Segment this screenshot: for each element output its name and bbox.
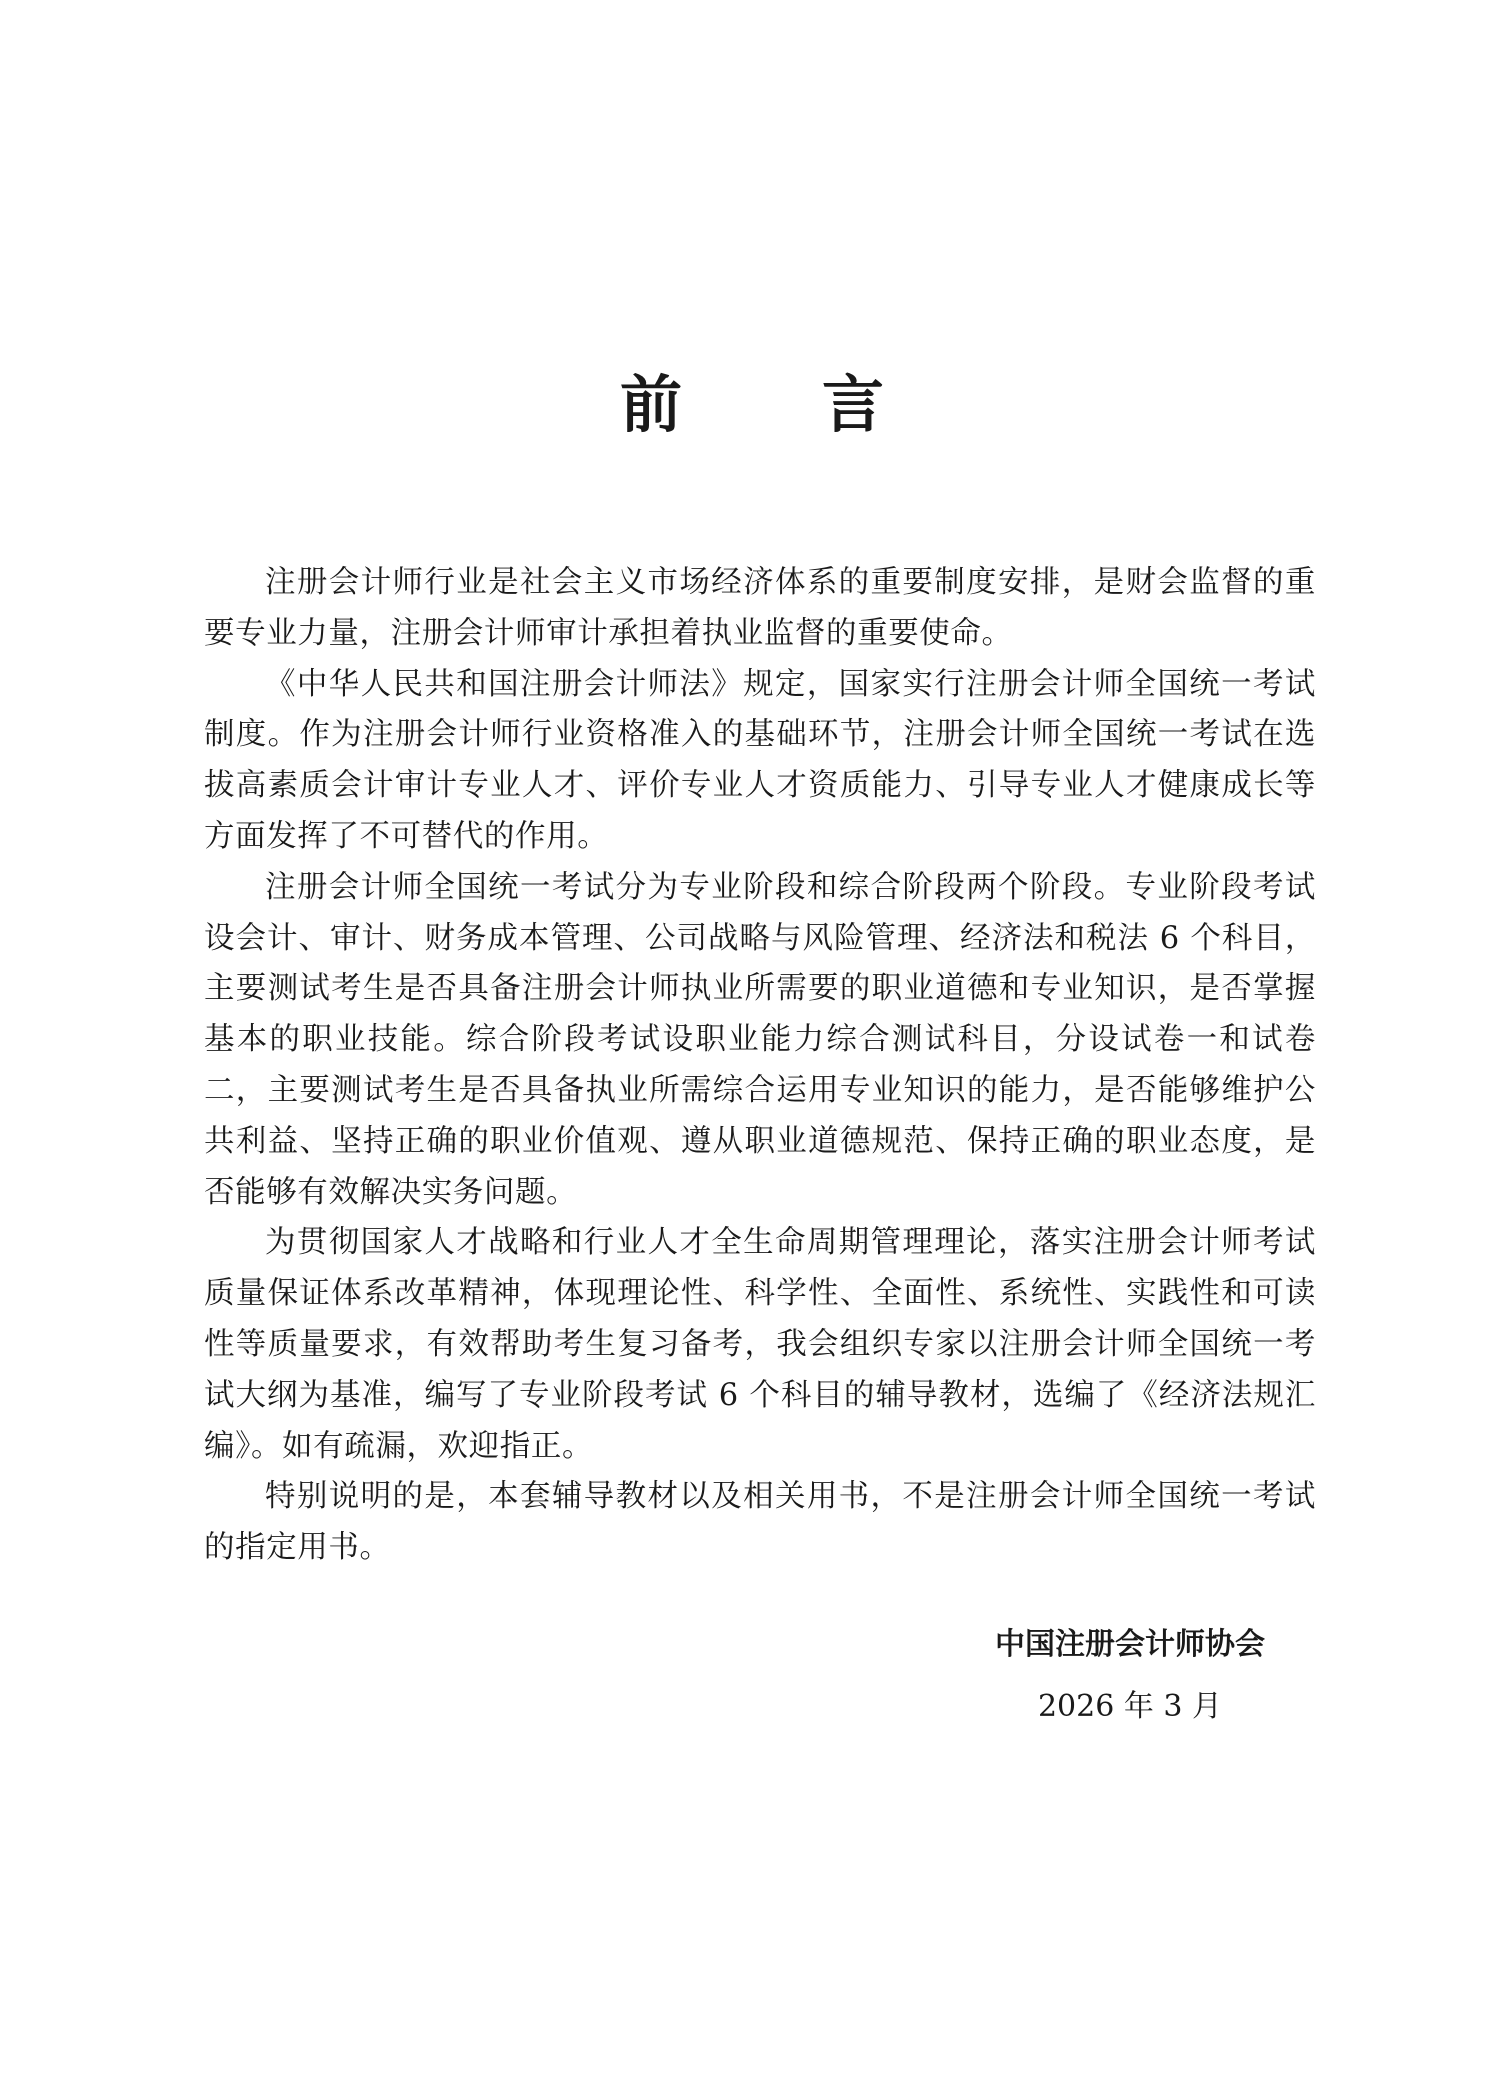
title-char-1: 前 bbox=[619, 368, 682, 441]
paragraph-5: 特别说明的是，本套辅导教材以及相关用书，不是注册会计师全国统一考试的指定用书。 bbox=[204, 1479, 1316, 1566]
page-title bbox=[0, 370, 1504, 440]
paragraph-4: 为贯彻国家人才战略和行业人才全生命周期管理理论，落实注册会计师考试质量保证体系改革精神，体现理论性、科学性、全面性、系统性、实践性和可读性等质量要求，有效帮助考生复习备考，我会组织专家以注册会计师全国统一考试大纲为基准，编写了专业阶段考试 6 个科目的辅导教材，选编了《经济法规汇编》。如有疏漏，欢迎指正。 bbox=[204, 1225, 1316, 1464]
paragraph-1: 注册会计师行业是社会主义市场经济体系的重要制度安排，是财会监督的重要专业力量，注册会计师审计承担着执业监督的重要使命。 bbox=[204, 565, 1316, 651]
signature-date: 2026 年 3 月 bbox=[1037, 1689, 1223, 1724]
paragraph-2: 《中华人民共和国注册会计师法》规定，国家实行注册会计师全国统一考试制度。作为注册会计师行业资格准入的基础环节，注册会计师全国统一考试在选拔高素质会计审计专业人才、评价专业人才资质能力、引导专业人才健康成长等方面发挥了不可替代的作用。 bbox=[204, 666, 1316, 854]
title-char-2: 言 bbox=[822, 368, 885, 441]
preface-body bbox=[204, 558, 1316, 1574]
signature-organization: 中国注册会计师协会 bbox=[995, 1627, 1265, 1662]
paragraph-3: 注册会计师全国统一考试分为专业阶段和综合阶段两个阶段。专业阶段考试设会计、审计、财务成本管理、公司战略与风险管理、经济法和税法 6 个科目，主要测试考生是否具备注册会计师执业所需要的职业道德和专业知识，是否掌握基本的职业技能。综合阶段考试设职业能力综合测试科目，分设试卷一和试卷二，主要测试考生是否具备执业所需综合运用专业知识的能力，是否能够维护公共利益、坚持正确的职业价值观、遵从职业道德规范、保持正确的职业态度，是否能够有效解决实务问题。 bbox=[204, 869, 1316, 1210]
